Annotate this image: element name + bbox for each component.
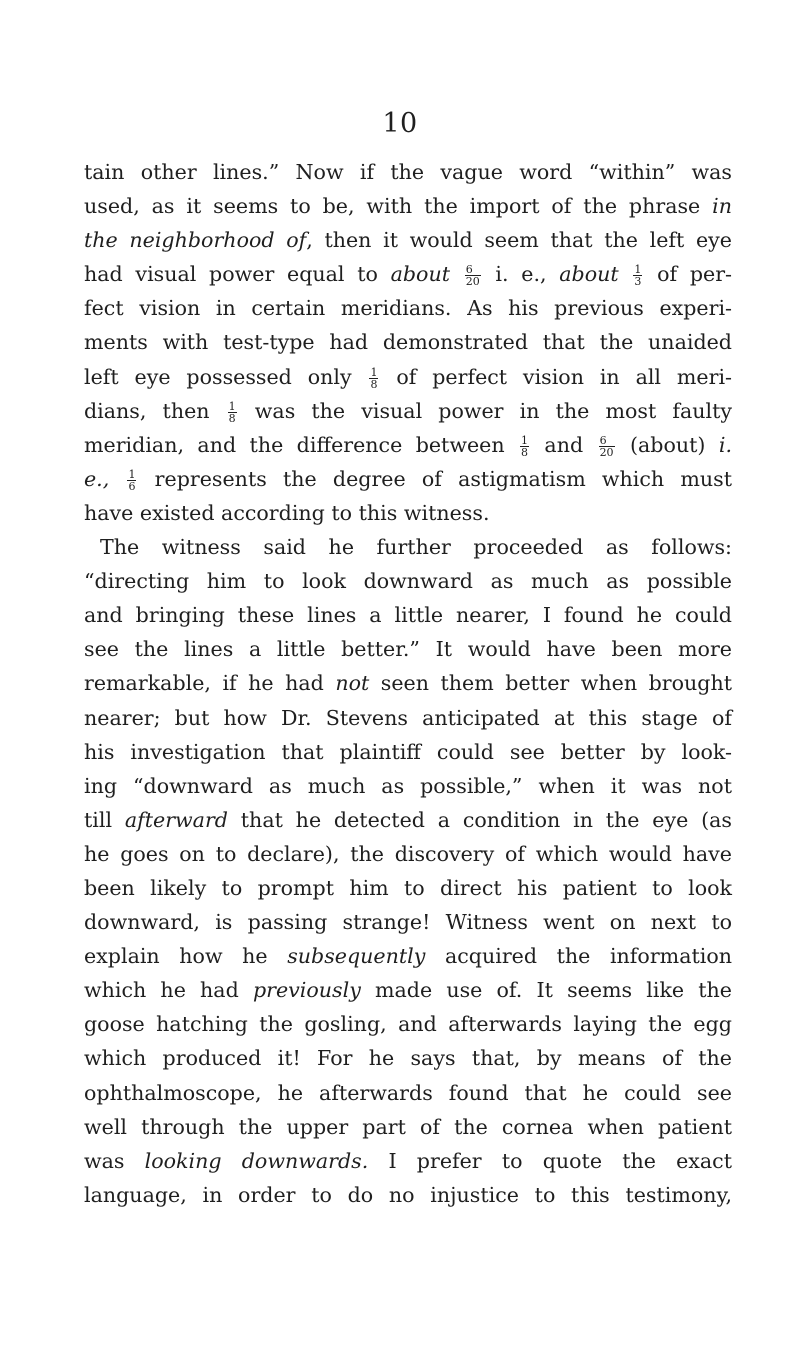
text-line xyxy=(84,871,732,905)
fraction-numerator: 1 xyxy=(634,263,642,277)
text-run: was xyxy=(84,1148,145,1173)
text-run: which produced it! For he says that, by means of the xyxy=(84,1046,732,1071)
fraction xyxy=(127,469,136,492)
fraction-numerator: 1 xyxy=(228,399,236,413)
fraction-numerator: 1 xyxy=(128,467,136,481)
text-line xyxy=(84,530,732,564)
text-run: till xyxy=(84,807,125,832)
text-line xyxy=(84,803,732,837)
text-run: downward, is passing strange! Witness went on next to xyxy=(84,910,732,935)
text-run: of per- xyxy=(644,262,732,287)
text-run xyxy=(109,467,125,491)
text-line xyxy=(84,837,732,871)
text-run: fect vision in certain meridians. As his previous experi- xyxy=(84,296,732,321)
fraction-denominator: 8 xyxy=(370,377,378,391)
text-run: nearer; but how Dr. Stevens anticipated at this stage of xyxy=(84,705,732,730)
text-run: been likely to prompt him to direct his patient to look xyxy=(84,875,732,900)
italic-text: about xyxy=(559,262,619,287)
text-line xyxy=(84,291,732,325)
text-run: goose hatching the gosling, and afterwards laying the egg xyxy=(84,1012,732,1037)
text-run: remarkable, if he had xyxy=(84,671,336,696)
text-run xyxy=(450,262,463,286)
fraction-denominator: 8 xyxy=(521,445,529,459)
text-run: I prefer to quote the exact xyxy=(368,1148,732,1173)
text-line xyxy=(84,1041,732,1075)
text-line xyxy=(84,257,732,291)
text-line xyxy=(84,769,732,803)
fraction-denominator: 6 xyxy=(128,479,136,493)
text-run: ments with test-type had demonstrated that the unaided xyxy=(84,330,732,355)
text-line xyxy=(84,564,732,598)
text-run: left eye possessed only xyxy=(84,364,368,389)
fraction-numerator: 6 xyxy=(599,435,615,447)
fraction-numerator: 6 xyxy=(465,264,481,276)
text-run: he goes on to declare), the discovery of which would have xyxy=(84,841,732,866)
text-line xyxy=(84,394,732,428)
text-run: acquired the information xyxy=(425,944,732,969)
body-text xyxy=(84,155,732,1212)
text-run: explain how he xyxy=(84,944,288,969)
fraction-denominator: 20 xyxy=(465,275,480,289)
text-line xyxy=(84,189,732,223)
text-line xyxy=(84,1178,732,1212)
text-run: see the lines a little better.” It would have been more xyxy=(84,637,732,662)
text-run: dians, then xyxy=(84,398,226,423)
italic-text: not xyxy=(335,671,370,696)
text-run: , then it would seem that the left eye xyxy=(306,228,732,253)
fraction xyxy=(228,401,237,424)
text-run: meridian, and the difference between xyxy=(84,432,519,457)
italic-text: about xyxy=(390,262,450,287)
text-run: his investigation that plaintiff could see better by look- xyxy=(84,739,732,764)
text-run: made use of. It seems like the xyxy=(360,978,732,1003)
text-line xyxy=(84,428,732,462)
fraction-numerator: 1 xyxy=(521,433,529,447)
italic-text: in xyxy=(712,194,732,219)
fraction-denominator: 20 xyxy=(599,445,614,459)
text-run: tain other lines.” Now if the vague word “within” was xyxy=(84,160,732,184)
text-line xyxy=(84,1144,732,1178)
text-run: used, as it seems to be, with the import of the phrase xyxy=(84,194,713,219)
text-run xyxy=(619,262,632,286)
italic-text: e., xyxy=(84,466,110,491)
text-line xyxy=(84,1110,732,1144)
text-run: ing “downward as much as possible,” when it was not xyxy=(84,773,732,798)
fraction-denominator: 8 xyxy=(228,411,236,425)
text-run: ophthalmoscope, he afterwards found that he could see xyxy=(84,1080,732,1105)
fraction-numerator: 1 xyxy=(370,365,378,379)
text-line xyxy=(84,1076,732,1110)
text-line xyxy=(84,939,732,973)
text-line xyxy=(84,155,732,189)
italic-text: the neighborhood of xyxy=(84,228,307,253)
page-number: 10 xyxy=(382,108,418,139)
text-line xyxy=(84,973,732,1007)
text-line xyxy=(84,223,732,257)
text-run: language, in order to do no injustice to this testimony, xyxy=(84,1182,732,1207)
text-line xyxy=(84,325,732,359)
text-line xyxy=(84,632,732,666)
text-line xyxy=(84,496,732,530)
text-run: and xyxy=(531,432,597,457)
text-run: “directing him to look downward as much as possible xyxy=(84,569,732,594)
italic-text: subsequently xyxy=(287,944,426,969)
text-run: was the visual power in the most faulty xyxy=(238,398,733,423)
text-run: The witness said he further proceeded as follows: xyxy=(100,535,732,560)
text-run: which he had xyxy=(84,978,253,1003)
fraction xyxy=(520,435,529,458)
text-run: of perfect vision in all meri- xyxy=(380,364,732,389)
text-run: i. e., xyxy=(482,262,560,287)
text-run: had visual power equal to xyxy=(84,262,391,287)
text-run: well through the upper part of the cornea when patient xyxy=(84,1114,732,1139)
fraction xyxy=(633,264,642,287)
fraction xyxy=(465,264,481,287)
italic-text: looking downwards. xyxy=(144,1148,369,1173)
italic-text: previously xyxy=(252,978,361,1003)
fraction xyxy=(599,435,615,458)
text-line xyxy=(84,701,732,735)
text-run: and bringing these lines a little nearer, I found he could xyxy=(84,603,732,628)
text-line xyxy=(84,905,732,939)
text-run: (about) xyxy=(616,432,719,457)
text-line xyxy=(84,666,732,700)
text-line xyxy=(84,462,732,496)
fraction xyxy=(369,367,378,390)
text-run: seen them better when brought xyxy=(369,671,732,696)
fraction-denominator: 3 xyxy=(634,275,642,289)
italic-text: afterward xyxy=(124,807,228,832)
text-run: that he detected a condition in the eye (as xyxy=(227,807,732,832)
text-line xyxy=(84,598,732,632)
text-line xyxy=(84,360,732,394)
text-run: have existed according to this witness. xyxy=(84,500,490,525)
text-line xyxy=(84,1007,732,1041)
italic-text: i. xyxy=(718,432,732,457)
text-run: represents the degree of astigmatism which must xyxy=(138,466,733,491)
text-line xyxy=(84,735,732,769)
